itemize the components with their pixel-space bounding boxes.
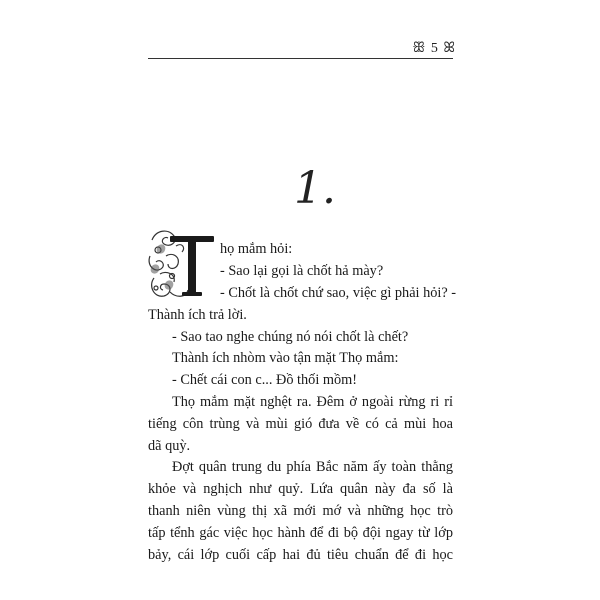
paragraph-line: tiếng côn trùng và mùi gió đưa về có cả mùi hoa	[148, 415, 453, 432]
paragraph-line: - Sao lại gọi là chốt hả mày?	[220, 262, 384, 279]
paragraph-line: khỏe và nghịch như quỷ. Lứa quân này đa số là	[148, 481, 453, 498]
paragraph-line: họ mắm hỏi:	[220, 241, 293, 257]
paragraph-line: - Sao tao nghe chúng nó nói chốt là chết?	[172, 328, 409, 345]
paragraph-line: dã quỳ.	[148, 437, 191, 454]
paragraph-line: - Chết cái con c... Đồ thối mồm!	[172, 372, 358, 389]
paragraph-line: thanh niên vùng thị xã mới mớ và những học trò	[148, 502, 453, 519]
paragraph-line: Thành ích nhòm vào tận mặt Thọ mắm:	[172, 350, 399, 367]
chapter-number: 1.	[294, 163, 336, 214]
dropcap-side-text	[220, 239, 455, 283]
paragraph-line: Thành ích trả lời.	[148, 306, 247, 323]
paragraph-line: bảy, cái lớp cuối cấp hai đủ tiêu chuẩn để đi học	[148, 546, 453, 563]
page-number: ꕥ 5 ꕤ	[412, 41, 456, 56]
body-text	[148, 283, 457, 566]
paragraph-line: Thọ mắm mặt nghệt ra. Đêm ở ngoài rừng ri rỉ	[172, 393, 453, 410]
paragraph-line: Đợt quân trung du phía Bắc năm ấy toàn thằng	[172, 459, 453, 476]
paragraph-line: - Chốt là chốt chứ sao, việc gì phải hỏi? -	[220, 285, 457, 301]
paragraph-line: tấp tểnh gác việc học hành để đi bộ đội ngay từ lớp	[148, 524, 453, 541]
header-rule	[148, 58, 453, 59]
svg-text:T: T	[192, 302, 193, 303]
